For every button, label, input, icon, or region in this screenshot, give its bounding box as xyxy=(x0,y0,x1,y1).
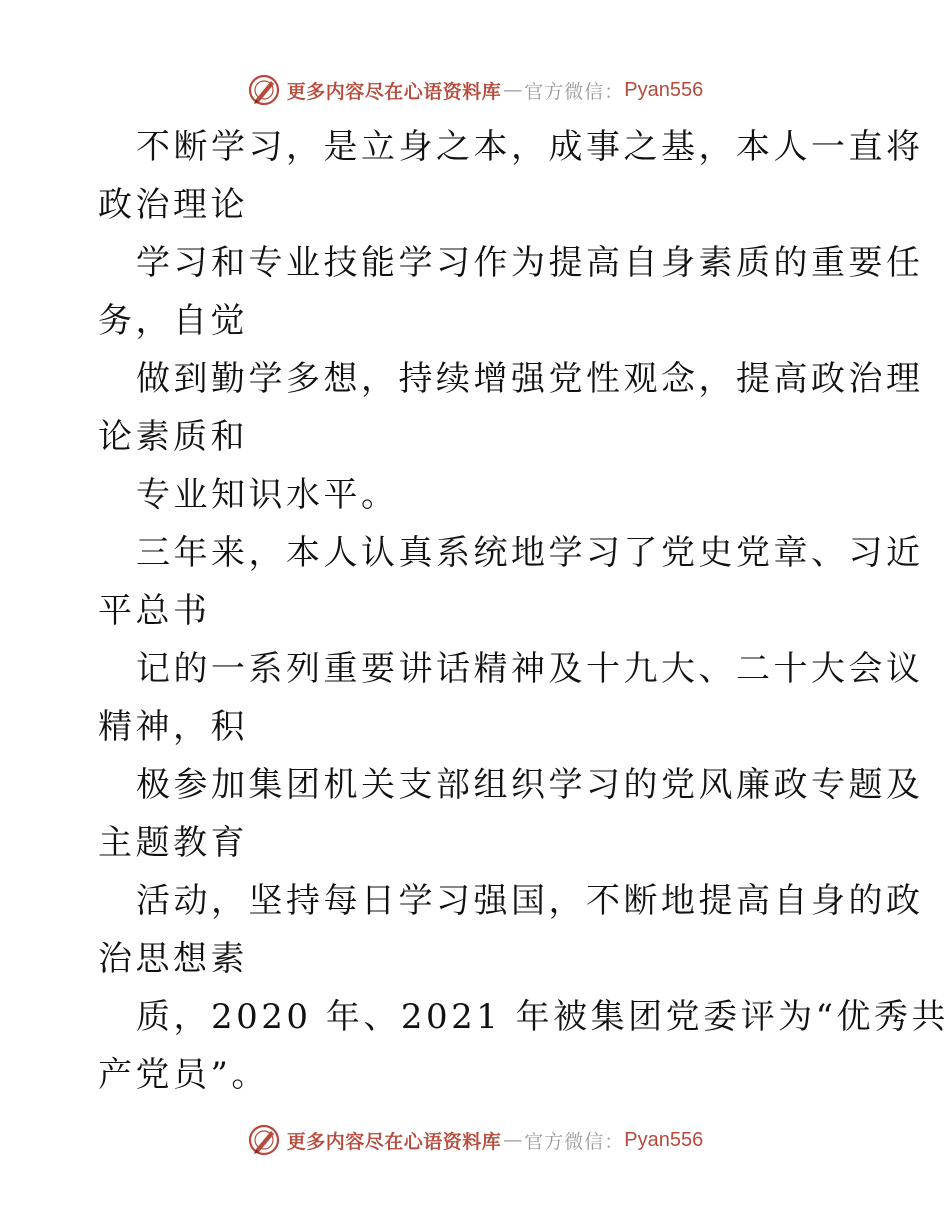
banner-dash: — xyxy=(503,1129,523,1151)
banner-dash: — xyxy=(503,79,523,101)
text-line: 主题教育 xyxy=(98,823,248,863)
text-line: 产党员”。 xyxy=(98,1055,269,1095)
text-line: 做到勤学多想，持续增强党性观念，提高政治理 xyxy=(136,359,924,399)
text-line: 质，2020 年、2021 年被集团党委评为“优秀共 xyxy=(136,997,950,1037)
pen-logo-icon xyxy=(247,73,281,107)
text-line: 三年来，本人认真系统地学习了党史党章、习近 xyxy=(136,533,924,573)
text-line: 不断学习，是立身之本，成事之基，本人一直将 xyxy=(136,127,924,167)
banner-wechat-id: Pyan556 xyxy=(624,78,704,101)
document-body xyxy=(98,118,950,1104)
pen-logo-icon xyxy=(247,1123,281,1157)
header-banner xyxy=(0,70,950,110)
text-line: 治思想素 xyxy=(98,939,248,979)
text-line: 务，自觉 xyxy=(98,301,248,341)
text-line: 活动，坚持每日学习强国，不断地提高自身的政 xyxy=(136,881,924,921)
banner-wechat-id: Pyan556 xyxy=(624,1128,704,1151)
footer-banner xyxy=(0,1120,950,1160)
banner-main-text: 更多内容尽在心语资料库 xyxy=(286,1130,502,1153)
text-line: 论素质和 xyxy=(98,417,248,457)
text-line: 专业知识水平。 xyxy=(136,475,399,515)
text-line: 精神，积 xyxy=(98,707,248,747)
text-line: 平总书 xyxy=(98,591,211,631)
text-line: 政治理论 xyxy=(98,185,248,225)
text-line: 学习和专业技能学习作为提高自身素质的重要任 xyxy=(136,243,924,283)
text-line: 记的一系列重要讲话精神及十九大、二十大会议 xyxy=(136,649,924,689)
banner-official-label: 官方微信： xyxy=(524,1130,625,1153)
text-line: 极参加集团机关支部组织学习的党风廉政专题及 xyxy=(136,765,924,805)
banner-main-text: 更多内容尽在心语资料库 xyxy=(286,80,502,103)
banner-official-label: 官方微信： xyxy=(524,80,625,103)
